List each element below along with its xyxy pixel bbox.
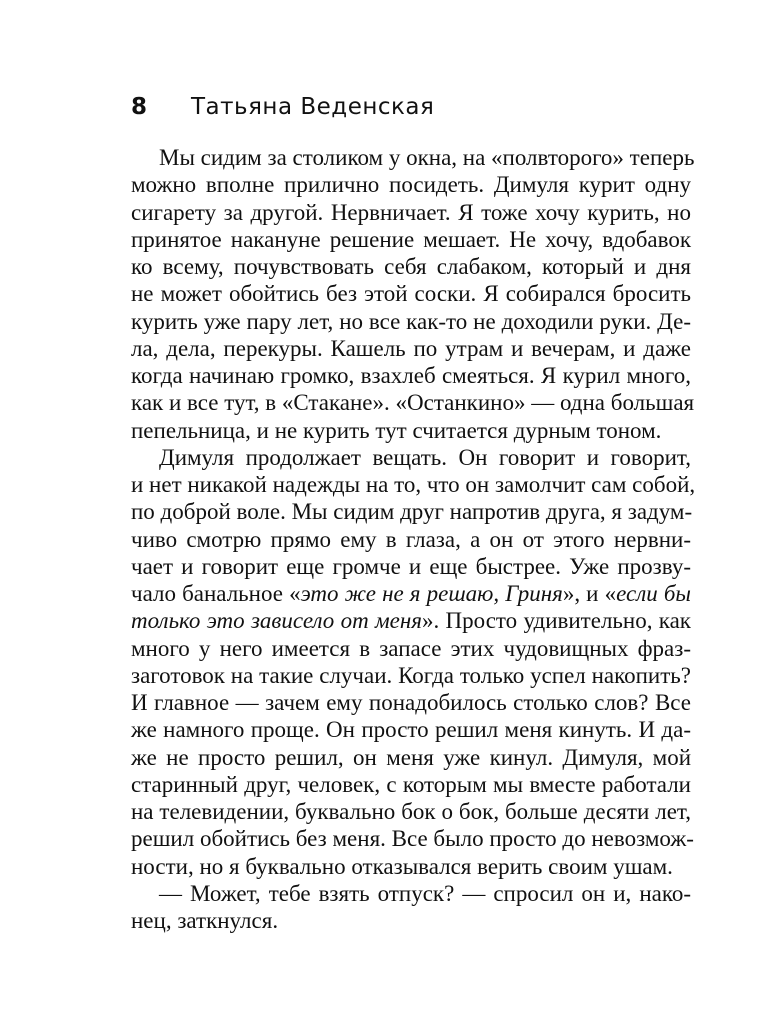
text-run: чало банальное « [131,581,301,606]
text-line: ко всему, почувствовать себя слабаком, который и дня [131,254,691,279]
text-line: — Может, тебе взять отпуск? — спросил он и, нако- [159,880,691,906]
italic-quote: это же не я решаю, Гриня [300,581,563,606]
text-run: », и « [562,581,617,606]
text-line: же не просто решил, он меня уже кинул. Димуля, мой [131,744,691,770]
text-line: на телевидении, буквально бок о бок, больше десяти лет, [131,799,691,824]
body-text [131,144,696,934]
text-line: чиво смотрю прямо ему в глаза, а он от этого нервни- [131,526,691,552]
running-head [131,94,434,120]
text-line: по доброй воле. Мы сидим друг напротив друга, я задум- [131,499,693,525]
text-run: ». Просто удивительно, как [421,608,691,634]
text-line: не может обойтись без этой соски. Я собирался бросить [131,281,691,307]
text-line [131,607,691,634]
text-line: ла, дела, перекуры. Кашель по утрам и вечерам, и даже [131,335,691,361]
text-line: курить уже пару лет, но все как-то не доходили руки. Де- [131,308,691,334]
text-line: когда начинаю громко, взахлеб смеяться. Я курил много, [131,363,691,388]
italic-quote: только это зависело от меня [131,608,422,634]
text-line: принятое накануне решение мешает. Не хочу, вдобавок [131,226,691,252]
text-line: решил обойтись без меня. Все было просто до невозмож- [131,826,694,852]
text-line: же намного проще. Он просто решил меня кинуть. И да- [131,717,691,743]
text-line: сигарету за другой. Нервничает. Я тоже хочу курить, но [131,199,691,225]
text-line: старинный друг, человек, с которым мы вместе работали [131,771,691,797]
text-line: и нет никакой надежды на то, что он замолчит сам собой, [131,472,696,497]
text-line: И главное — зачем ему понадобилось столько слов? Все [131,690,691,715]
text-line: много у него имеется в запасе этих чудовищных фраз- [131,635,691,661]
text-line: можно вполне прилично посидеть. Димуля курит одну [131,172,691,198]
author-name: Татьяна Веденская [191,94,435,120]
text-line: как и все тут, в «Стакане». «Останкино» — одна большая [131,390,695,416]
page-number: 8 [131,94,148,120]
text-line: заготовок на такие случаи. Когда только успел накопить? [131,662,691,688]
text-line: Мы сидим за столиком у окна, на «полвторого» теперь [159,145,695,170]
text-line [131,580,691,607]
text-line: ности, но я буквально отказывался верить своим ушам. [131,853,673,879]
text-line: Димуля продолжает вещать. Он говорит и говорит, [159,444,691,470]
italic-quote: если бы [616,581,692,606]
text-line: нец, заткнулся. [131,908,279,933]
text-line: чает и говорит еще громче и еще быстрее. Уже прозву- [131,553,691,579]
text-line: пепельница, и не курить тут считается дурным тоном. [131,417,662,443]
